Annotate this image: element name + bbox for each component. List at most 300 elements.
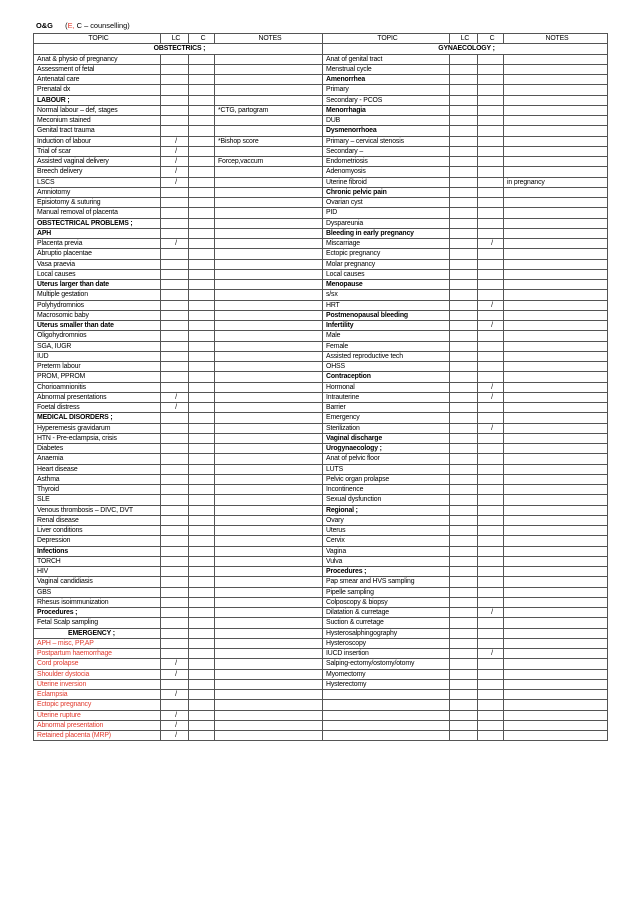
notes-left-cell <box>215 239 323 249</box>
notes-right-cell <box>504 105 608 115</box>
lc-left-cell <box>161 618 189 628</box>
topic-right-cell: Myomectomy <box>323 669 450 679</box>
c-right-cell <box>478 341 504 351</box>
lc-left-cell <box>161 474 189 484</box>
topic-right-cell: DUB <box>323 116 450 126</box>
lc-right-cell <box>450 690 478 700</box>
lc-right-cell <box>450 638 478 648</box>
topic-right-cell: Menstrual cycle <box>323 64 450 74</box>
topic-right-cell: PID <box>323 208 450 218</box>
topic-right-cell: HRT <box>323 300 450 310</box>
c-left-cell <box>189 372 215 382</box>
topic-right-cell: Vaginal discharge <box>323 433 450 443</box>
lc-right-cell <box>450 679 478 689</box>
c-left-cell <box>189 720 215 730</box>
c-left-cell <box>189 321 215 331</box>
notes-left-cell <box>215 218 323 228</box>
notes-right-cell <box>504 95 608 105</box>
table-row <box>34 95 608 105</box>
c-right-cell <box>478 526 504 536</box>
topic-left-cell: HTN - Pre-eclampsia, crisis <box>34 433 161 443</box>
lc-left-cell <box>161 556 189 566</box>
c-left-cell <box>189 239 215 249</box>
lc-right-cell <box>450 720 478 730</box>
table-row <box>34 556 608 566</box>
notes-left-cell: Forcep,vaccum <box>215 157 323 167</box>
c-right-cell <box>478 126 504 136</box>
notes-left-cell <box>215 556 323 566</box>
lc-right-cell <box>450 505 478 515</box>
table-row <box>34 362 608 372</box>
c-right-cell <box>478 75 504 85</box>
lc-right-cell <box>450 239 478 249</box>
topic-left-cell: Hyperemesis gravidarum <box>34 423 161 433</box>
notes-right-cell <box>504 649 608 659</box>
c-left-cell <box>189 116 215 126</box>
table-row <box>34 731 608 741</box>
c-right-cell <box>478 720 504 730</box>
lc-left-cell <box>161 208 189 218</box>
topic-left-cell: Macrosomic baby <box>34 310 161 320</box>
table-row <box>34 177 608 187</box>
c-right-cell: / <box>478 423 504 433</box>
notes-left-cell <box>215 208 323 218</box>
lc-left-cell <box>161 269 189 279</box>
lc-right-cell <box>450 536 478 546</box>
c-left-cell <box>189 515 215 525</box>
lc-left-cell: / <box>161 167 189 177</box>
c-left-cell <box>189 290 215 300</box>
c-right-cell <box>478 659 504 669</box>
c-right-cell <box>478 218 504 228</box>
notes-left-cell <box>215 362 323 372</box>
notes-right-cell <box>504 249 608 259</box>
c-left-cell <box>189 341 215 351</box>
lc-right-cell <box>450 597 478 607</box>
lc-right-cell <box>450 433 478 443</box>
notes-right-cell <box>504 608 608 618</box>
lc-left-cell <box>161 85 189 95</box>
notes-right-cell <box>504 577 608 587</box>
topic-left-cell: Vaginal candidiasis <box>34 577 161 587</box>
table-row <box>34 403 608 413</box>
c-left-cell <box>189 433 215 443</box>
table-row <box>34 649 608 659</box>
lc-left-cell: / <box>161 136 189 146</box>
c-left-cell <box>189 536 215 546</box>
notes-left-cell <box>215 341 323 351</box>
lc-left-cell <box>161 310 189 320</box>
notes-right-cell <box>504 54 608 64</box>
lc-left-cell: / <box>161 659 189 669</box>
lc-left-cell <box>161 218 189 228</box>
topic-right-cell: Miscarriage <box>323 239 450 249</box>
lc-right-cell <box>450 290 478 300</box>
notes-left-cell <box>215 187 323 197</box>
topic-left-cell: Amniotomy <box>34 187 161 197</box>
notes-left-cell <box>215 331 323 341</box>
c-right-cell <box>478 290 504 300</box>
notes-right-cell <box>504 392 608 402</box>
topic-left-cell: Normal labour – def, stages <box>34 105 161 115</box>
c-right-cell <box>478 536 504 546</box>
page-title <box>36 21 130 31</box>
notes-left-cell <box>215 280 323 290</box>
c-right-cell <box>478 198 504 208</box>
c-right-cell <box>478 249 504 259</box>
topic-right-cell: Hysterosalphingography <box>323 628 450 638</box>
topic-right-cell <box>323 720 450 730</box>
notes-left-cell <box>215 546 323 556</box>
header-c-left: C <box>189 34 215 44</box>
lc-right-cell <box>450 331 478 341</box>
header-c-right: C <box>478 34 504 44</box>
lc-right-cell <box>450 187 478 197</box>
table-row <box>34 351 608 361</box>
notes-right-cell <box>504 310 608 320</box>
topic-right-cell: Dysmenorrhoea <box>323 126 450 136</box>
c-right-cell <box>478 362 504 372</box>
c-left-cell <box>189 413 215 423</box>
table-row <box>34 413 608 423</box>
topic-left-cell: Uterine rupture <box>34 710 161 720</box>
lc-left-cell <box>161 454 189 464</box>
table-row <box>34 382 608 392</box>
legend-rest: C – counselling) <box>74 21 130 30</box>
notes-right-cell <box>504 444 608 454</box>
lc-left-cell: / <box>161 710 189 720</box>
lc-right-cell <box>450 659 478 669</box>
notes-right-cell <box>504 690 608 700</box>
topic-right-cell: Regional ; <box>323 505 450 515</box>
lc-left-cell: / <box>161 731 189 741</box>
c-right-cell <box>478 464 504 474</box>
table-row <box>34 392 608 402</box>
c-left-cell <box>189 464 215 474</box>
notes-right-cell <box>504 146 608 156</box>
table-row <box>34 710 608 720</box>
lc-right-cell <box>450 495 478 505</box>
notes-left-cell <box>215 423 323 433</box>
lc-right-cell <box>450 167 478 177</box>
table-row <box>34 690 608 700</box>
topic-right-cell: Local causes <box>323 269 450 279</box>
lc-right-cell <box>450 556 478 566</box>
c-left-cell <box>189 228 215 238</box>
notes-right-cell <box>504 700 608 710</box>
c-right-cell <box>478 116 504 126</box>
topic-right-cell: Emergency <box>323 413 450 423</box>
c-left-cell <box>189 75 215 85</box>
table-row <box>34 228 608 238</box>
lc-left-cell <box>161 505 189 515</box>
c-left-cell <box>189 628 215 638</box>
topic-right-cell: Secondary – <box>323 146 450 156</box>
topic-left-cell: LSCS <box>34 177 161 187</box>
c-right-cell <box>478 208 504 218</box>
topic-left-cell: Procedures ; <box>34 608 161 618</box>
notes-left-cell <box>215 249 323 259</box>
topic-right-cell: Bleeding in early pregnancy <box>323 228 450 238</box>
topic-right-cell: Suction & curretage <box>323 618 450 628</box>
lc-right-cell <box>450 116 478 126</box>
notes-right-cell <box>504 413 608 423</box>
notes-left-cell <box>215 474 323 484</box>
section-gynaecology: GYNAECOLOGY ; <box>323 44 608 54</box>
table-row <box>34 249 608 259</box>
notes-left-cell <box>215 300 323 310</box>
topic-left-cell: Cord prolapse <box>34 659 161 669</box>
notes-right-cell <box>504 382 608 392</box>
topic-left-cell: Abnormal presentations <box>34 392 161 402</box>
c-right-cell <box>478 618 504 628</box>
topic-left-cell: Liver conditions <box>34 526 161 536</box>
notes-right-cell <box>504 731 608 741</box>
topic-left-cell: Manual removal of placenta <box>34 208 161 218</box>
c-right-cell <box>478 136 504 146</box>
c-right-cell <box>478 700 504 710</box>
c-right-cell <box>478 710 504 720</box>
topic-left-cell: SGA, IUGR <box>34 341 161 351</box>
topic-right-cell: Barrier <box>323 403 450 413</box>
notes-right-cell <box>504 259 608 269</box>
topic-right-cell: Male <box>323 331 450 341</box>
header-lc-left: LC <box>161 34 189 44</box>
topic-left-cell: Venous thrombosis – DIVC, DVT <box>34 505 161 515</box>
notes-left-cell <box>215 54 323 64</box>
lc-left-cell <box>161 608 189 618</box>
c-right-cell <box>478 187 504 197</box>
lc-left-cell <box>161 290 189 300</box>
c-right-cell <box>478 228 504 238</box>
c-left-cell <box>189 259 215 269</box>
notes-left-cell <box>215 679 323 689</box>
topic-left-cell: Induction of labour <box>34 136 161 146</box>
topic-left-cell: Asthma <box>34 474 161 484</box>
lc-right-cell <box>450 177 478 187</box>
table-row <box>34 341 608 351</box>
notes-right-cell <box>504 669 608 679</box>
lc-right-cell <box>450 731 478 741</box>
header-topic-right: TOPIC <box>323 34 450 44</box>
topic-left-cell: MEDICAL DISORDERS ; <box>34 413 161 423</box>
notes-right-cell <box>504 515 608 525</box>
lc-left-cell <box>161 54 189 64</box>
notes-right-cell <box>504 362 608 372</box>
lc-left-cell: / <box>161 239 189 249</box>
table-row <box>34 638 608 648</box>
notes-left-cell <box>215 290 323 300</box>
c-left-cell <box>189 474 215 484</box>
lc-right-cell <box>450 546 478 556</box>
table-row <box>34 269 608 279</box>
lc-right-cell <box>450 454 478 464</box>
lc-left-cell <box>161 351 189 361</box>
table-row <box>34 85 608 95</box>
c-right-cell <box>478 259 504 269</box>
c-left-cell <box>189 423 215 433</box>
c-right-cell: / <box>478 321 504 331</box>
lc-left-cell <box>161 126 189 136</box>
table-row <box>34 116 608 126</box>
c-right-cell <box>478 95 504 105</box>
notes-left-cell <box>215 413 323 423</box>
notes-left-cell <box>215 167 323 177</box>
table-row <box>34 679 608 689</box>
lc-left-cell <box>161 362 189 372</box>
lc-right-cell <box>450 423 478 433</box>
topic-right-cell: Vagina <box>323 546 450 556</box>
lc-left-cell <box>161 198 189 208</box>
lc-right-cell <box>450 649 478 659</box>
table-row <box>34 495 608 505</box>
lc-right-cell <box>450 54 478 64</box>
lc-left-cell <box>161 464 189 474</box>
lc-left-cell <box>161 280 189 290</box>
topic-left-cell: Anaemia <box>34 454 161 464</box>
lc-left-cell <box>161 75 189 85</box>
table-row <box>34 75 608 85</box>
c-left-cell <box>189 669 215 679</box>
lc-right-cell <box>450 700 478 710</box>
c-left-cell <box>189 710 215 720</box>
topic-right-cell: Uterus <box>323 526 450 536</box>
table-row <box>34 700 608 710</box>
lc-right-cell <box>450 126 478 136</box>
c-right-cell <box>478 556 504 566</box>
c-right-cell <box>478 515 504 525</box>
lc-right-cell <box>450 280 478 290</box>
header-topic-left: TOPIC <box>34 34 161 44</box>
notes-right-cell <box>504 597 608 607</box>
c-right-cell <box>478 444 504 454</box>
notes-right-cell <box>504 341 608 351</box>
c-left-cell <box>189 577 215 587</box>
c-right-cell: / <box>478 382 504 392</box>
topic-right-cell: Molar pregnancy <box>323 259 450 269</box>
table-row <box>34 290 608 300</box>
c-right-cell <box>478 269 504 279</box>
topic-right-cell: Postmenopausal bleeding <box>323 310 450 320</box>
topic-left-cell: Rhesus isoimmunization <box>34 597 161 607</box>
notes-right-cell <box>504 710 608 720</box>
topic-left-cell: Trial of scar <box>34 146 161 156</box>
notes-left-cell <box>215 116 323 126</box>
notes-left-cell <box>215 372 323 382</box>
table-row <box>34 485 608 495</box>
lc-right-cell <box>450 228 478 238</box>
table-row <box>34 515 608 525</box>
lc-right-cell <box>450 269 478 279</box>
lc-left-cell: / <box>161 669 189 679</box>
topic-left-cell: Shoulder dystocia <box>34 669 161 679</box>
table-row <box>34 433 608 443</box>
c-right-cell <box>478 351 504 361</box>
c-left-cell <box>189 157 215 167</box>
lc-left-cell <box>161 64 189 74</box>
notes-right-cell <box>504 587 608 597</box>
c-right-cell <box>478 505 504 515</box>
notes-right-cell <box>504 218 608 228</box>
topic-left-cell: IUD <box>34 351 161 361</box>
notes-left-cell <box>215 444 323 454</box>
topic-left-cell: OBSTECTRICAL PROBLEMS ; <box>34 218 161 228</box>
c-right-cell <box>478 177 504 187</box>
table-row <box>34 300 608 310</box>
topic-right-cell: Primary – cervical stenosis <box>323 136 450 146</box>
c-left-cell <box>189 526 215 536</box>
lc-right-cell <box>450 146 478 156</box>
lc-right-cell <box>450 515 478 525</box>
table-row <box>34 597 608 607</box>
table-body <box>34 34 608 741</box>
notes-left-cell <box>215 731 323 741</box>
lc-left-cell <box>161 567 189 577</box>
topic-right-cell: Vulva <box>323 556 450 566</box>
c-right-cell <box>478 413 504 423</box>
c-left-cell <box>189 649 215 659</box>
lc-left-cell <box>161 228 189 238</box>
topic-right-cell <box>323 731 450 741</box>
table-row <box>34 331 608 341</box>
c-left-cell <box>189 280 215 290</box>
lc-right-cell <box>450 157 478 167</box>
table-row <box>34 618 608 628</box>
c-right-cell <box>478 546 504 556</box>
c-left-cell <box>189 249 215 259</box>
lc-left-cell <box>161 495 189 505</box>
c-left-cell <box>189 64 215 74</box>
notes-left-cell <box>215 382 323 392</box>
topic-left-cell: Fetal Scalp sampling <box>34 618 161 628</box>
topic-right-cell: Uterine fibroid <box>323 177 450 187</box>
lc-left-cell <box>161 249 189 259</box>
lc-left-cell <box>161 485 189 495</box>
c-left-cell <box>189 679 215 689</box>
c-right-cell <box>478 433 504 443</box>
table-row <box>34 659 608 669</box>
table-row <box>34 423 608 433</box>
table-row <box>34 259 608 269</box>
c-left-cell <box>189 700 215 710</box>
table-row <box>34 105 608 115</box>
topic-left-cell: Placenta previa <box>34 239 161 249</box>
notes-left-cell <box>215 146 323 156</box>
lc-left-cell <box>161 515 189 525</box>
topic-right-cell <box>323 690 450 700</box>
c-left-cell <box>189 382 215 392</box>
lc-right-cell <box>450 95 478 105</box>
topic-left-cell: Renal disease <box>34 515 161 525</box>
lc-right-cell <box>450 85 478 95</box>
c-left-cell <box>189 198 215 208</box>
lc-right-cell <box>450 669 478 679</box>
notes-right-cell <box>504 495 608 505</box>
notes-left-cell <box>215 392 323 402</box>
topic-right-cell: Anat of pelvic floor <box>323 454 450 464</box>
topic-left-cell: EMERGENCY ; <box>34 628 161 638</box>
c-left-cell <box>189 269 215 279</box>
c-left-cell <box>189 218 215 228</box>
lc-left-cell <box>161 187 189 197</box>
header-notes-right: NOTES <box>504 34 608 44</box>
notes-right-cell <box>504 116 608 126</box>
notes-left-cell <box>215 269 323 279</box>
topic-right-cell: Intrauterine <box>323 392 450 402</box>
legend-open: ( <box>65 21 68 30</box>
c-left-cell <box>189 167 215 177</box>
lc-right-cell <box>450 444 478 454</box>
